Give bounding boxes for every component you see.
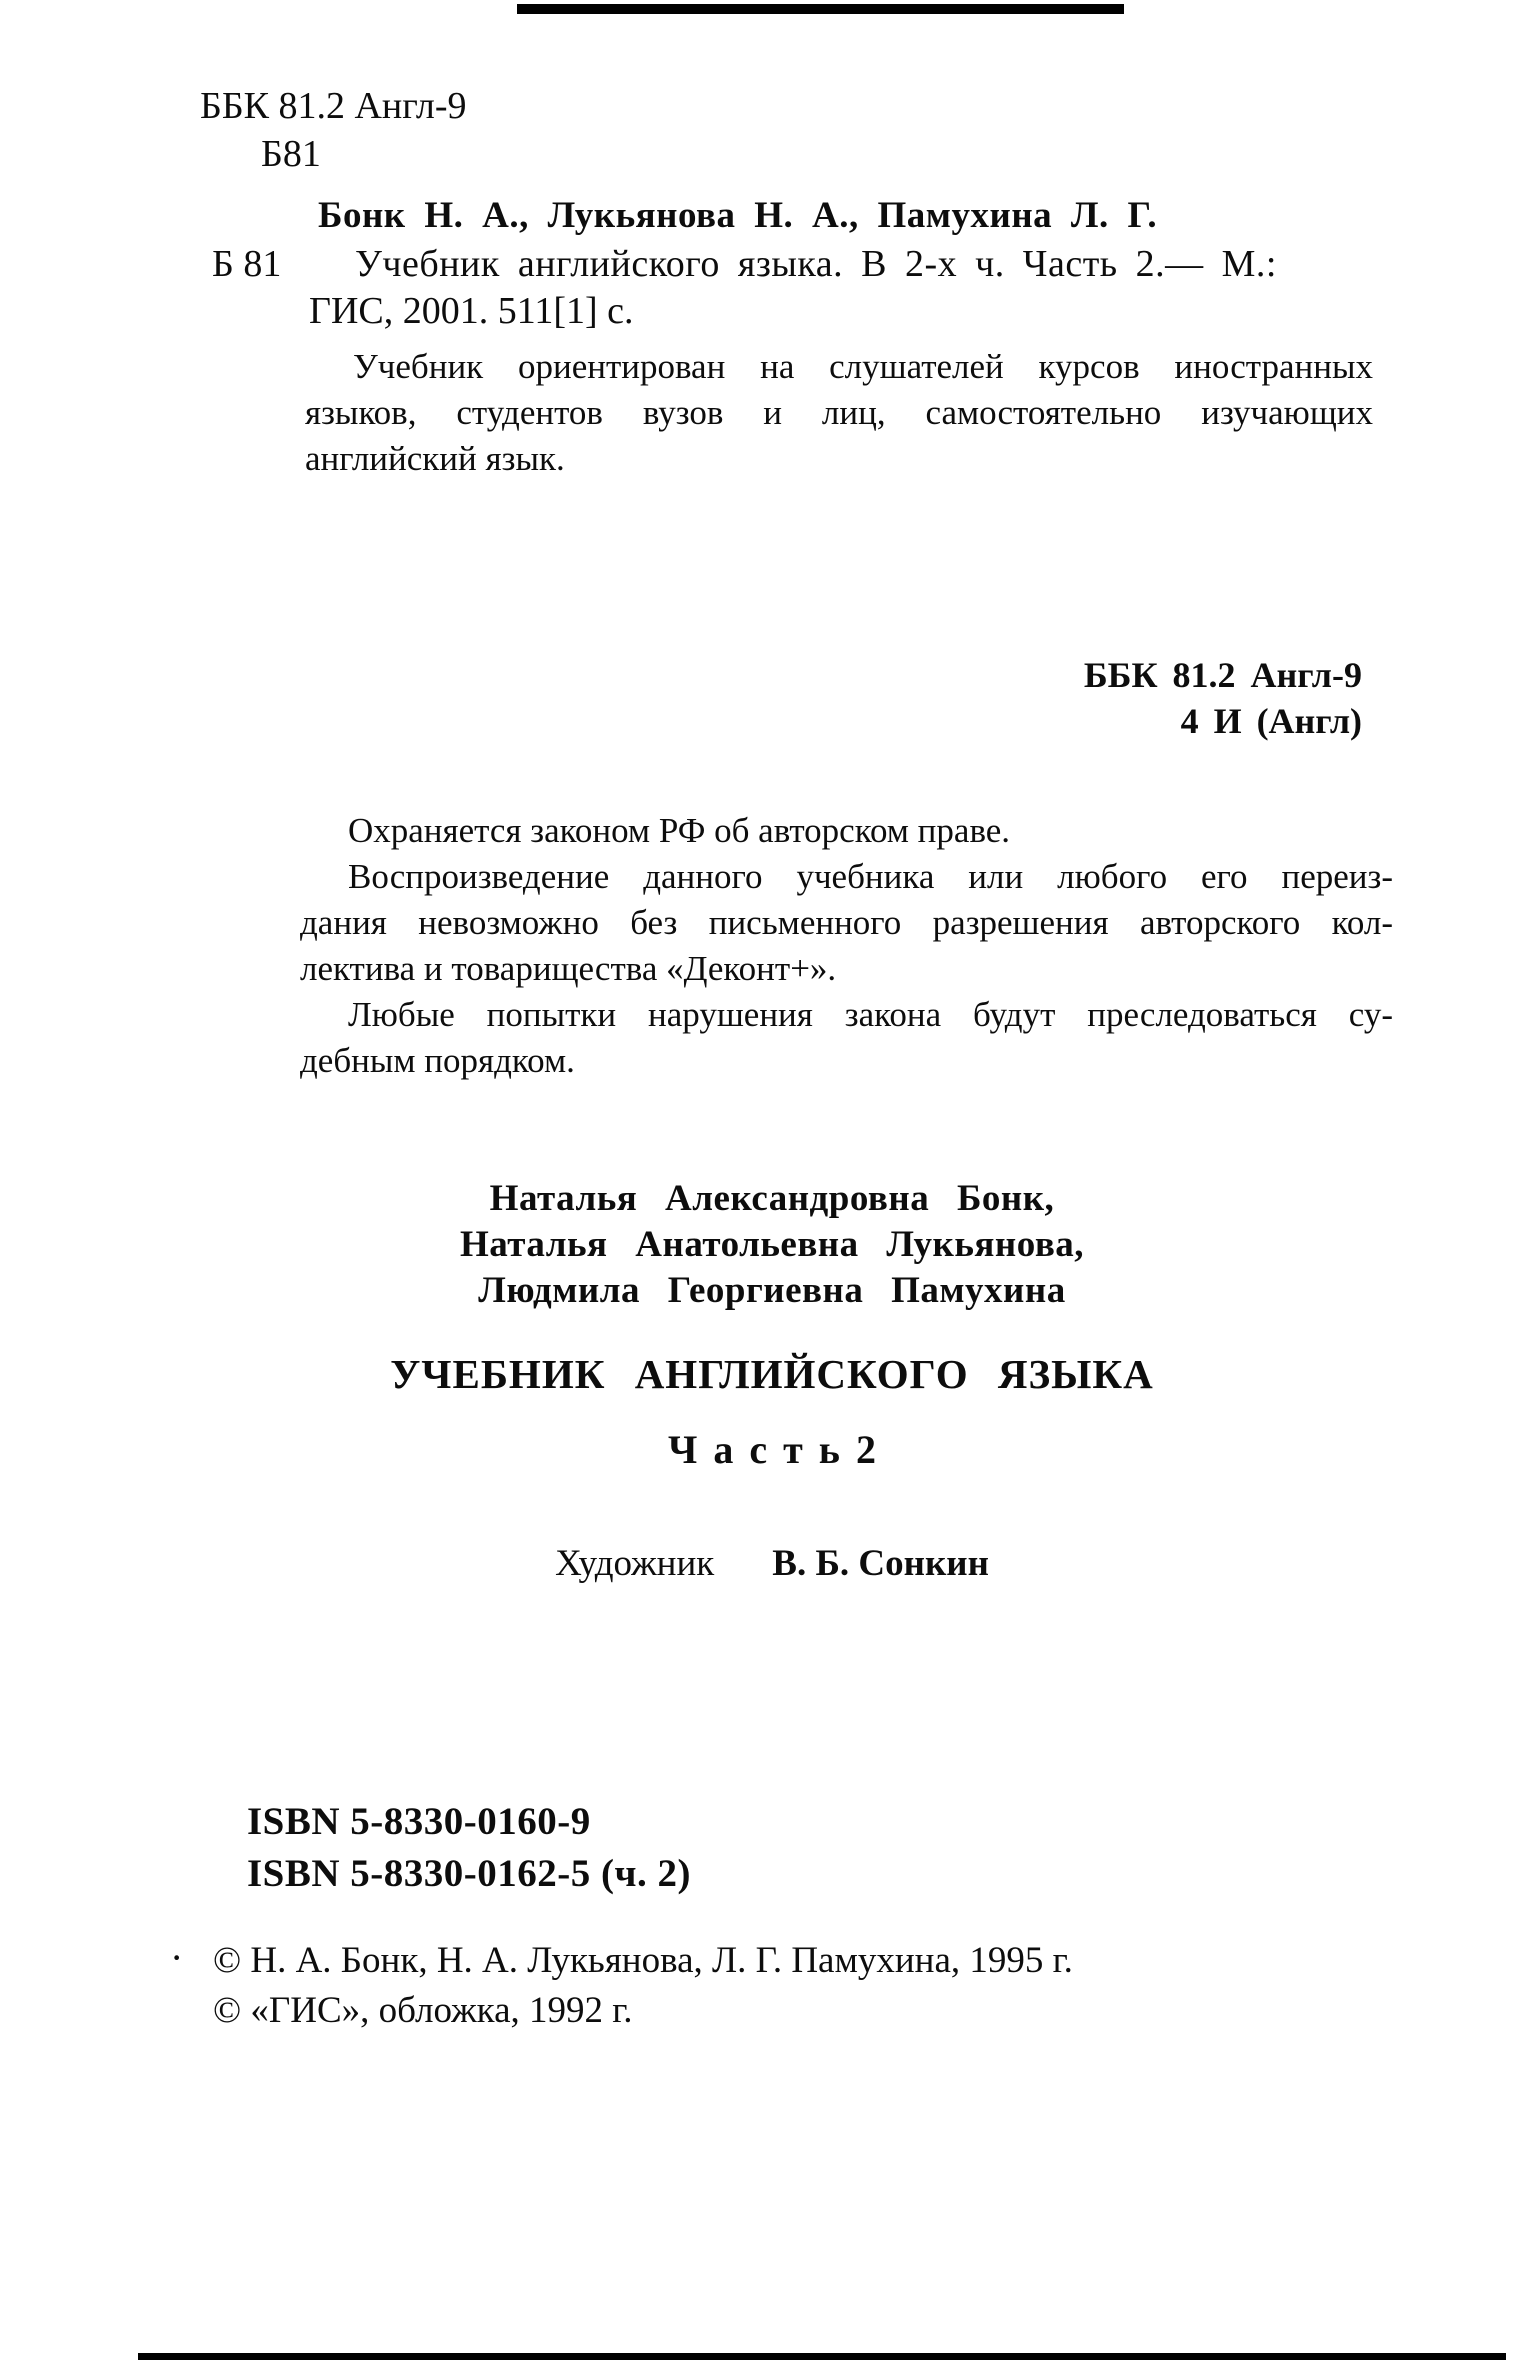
legal-line: Любые попытки нарушения закона будут преследоваться су-	[348, 995, 1393, 1034]
catalog-letter-code: Б81	[261, 133, 321, 175]
author-full-name: Людмила Георгиевна Памухина	[478, 1270, 1066, 1311]
bbk-code-top: ББК 81.2 Англ-9	[200, 85, 467, 127]
copyright-line: © «ГИС», обложка, 1992 г.	[213, 1990, 633, 2031]
artist-label: Художник	[555, 1543, 715, 1584]
legal-line: дания невозможно без письменного разрешения авторского кол-	[300, 903, 1393, 942]
legal-line: лектива и товарищества «Деконт+».	[300, 949, 837, 988]
authors-heading: Бонк Н. А., Лукьянова Н. А., Памухина Л. Г.	[318, 195, 1158, 236]
isbn-line: ISBN 5-8330-0162-5 (ч. 2)	[247, 1852, 691, 1895]
margin-mark: ·	[170, 1935, 184, 1980]
part-heading: Ч а с т ь 2	[668, 1427, 876, 1472]
annotation-line: английский язык.	[305, 439, 565, 478]
legal-notice	[300, 808, 1393, 1084]
annotation-line: Учебник ориентирован на слушателей курсов иностранных	[353, 347, 1373, 386]
author-full-name: Наталья Анатольевна Лукьянова,	[459, 1224, 1085, 1265]
author-full-name: Наталья Александровна Бонк,	[489, 1178, 1055, 1219]
legal-line: Охраняется законом РФ об авторском праве.	[348, 811, 1011, 850]
copyright-block	[213, 1936, 1073, 2036]
isbn-block	[247, 1796, 691, 1900]
isbn-line: ISBN 5-8330-0160-9	[247, 1800, 591, 1843]
authors-full-block	[132, 1176, 1412, 1314]
catalog-entry-line1: Учебник английского языка. В 2-х ч. Часть 2.— М.:	[355, 243, 1277, 285]
book-title: УЧЕБНИК АНГЛИЙСКОГО ЯЗЫКА	[390, 1351, 1154, 1397]
artist-line	[132, 1542, 1412, 1585]
legal-line: дебным порядком.	[300, 1041, 575, 1080]
copyright-line: © Н. А. Бонк, Н. А. Лукьянова, Л. Г. Памухина, 1995 г.	[213, 1940, 1073, 1981]
bbk-right-line: ББК 81.2 Англ-9	[1083, 655, 1362, 695]
catalog-entry-line2: ГИС, 2001. 511[1] с.	[309, 290, 634, 332]
artist-name: В. Б. Сонкин	[772, 1543, 989, 1584]
bottom-rule	[138, 2353, 1506, 2360]
annotation	[305, 344, 1373, 482]
legal-line: Воспроизведение данного учебника или любого его переиз-	[348, 857, 1393, 896]
annotation-line: языков, студентов вузов и лиц, самостоятельно изучающих	[305, 393, 1373, 432]
bbk-right-line: 4 И (Англ)	[1180, 701, 1362, 741]
top-rule	[517, 4, 1124, 14]
catalog-entry-code: Б 81	[212, 243, 282, 285]
bbk-right-block	[900, 652, 1362, 744]
